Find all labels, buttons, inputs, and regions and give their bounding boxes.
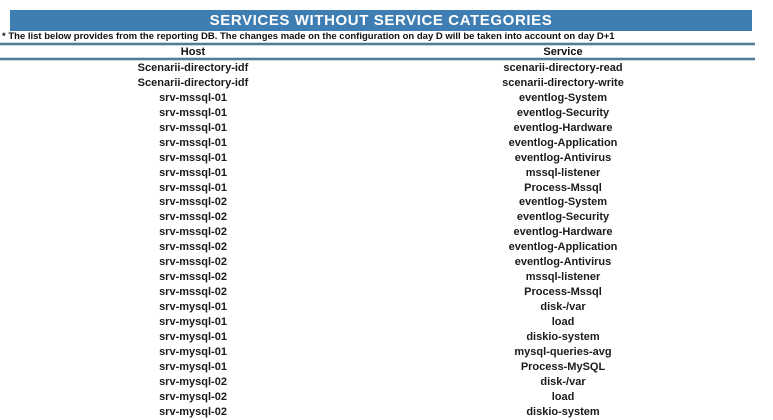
host-cell: srv-mssql-01 [159, 151, 227, 164]
host-cell: srv-mysql-01 [159, 315, 227, 328]
host-cell: srv-mysql-02 [159, 390, 227, 403]
service-cell: eventlog-Security [516, 211, 610, 224]
table-row [0, 390, 755, 405]
service-cell: eventlog-Application [508, 136, 618, 149]
report-title-banner [10, 10, 752, 31]
service-cell: disk-/var [540, 301, 586, 313]
host-cell: srv-mssql-01 [159, 106, 227, 119]
table-row [0, 181, 755, 196]
service-cell: eventlog-Application [508, 241, 618, 254]
host-cell: srv-mssql-01 [159, 136, 227, 149]
table-row [0, 300, 755, 315]
host-cell: srv-mysql-01 [159, 345, 227, 358]
table-row [0, 151, 755, 166]
host-cell: Scenarii-directory-idf [137, 62, 249, 74]
table-row [0, 315, 755, 330]
service-cell: eventlog-System [518, 91, 608, 104]
host-cell: srv-mysql-01 [159, 360, 227, 373]
host-cell: srv-mysql-01 [159, 301, 227, 313]
host-cell: srv-mysql-02 [159, 405, 227, 418]
service-cell: load [551, 390, 575, 403]
column-header-host: Host [180, 45, 206, 58]
service-cell: eventlog-Antivirus [514, 151, 612, 164]
table-row [0, 61, 755, 76]
host-cell: srv-mssql-01 [159, 121, 227, 134]
service-cell: Process-Mssql [524, 286, 602, 299]
table-row [0, 240, 755, 255]
service-cell: scenarii-directory-read [503, 62, 623, 74]
table-row [0, 270, 755, 285]
table-row [0, 121, 755, 136]
service-cell: disk-/var [540, 375, 586, 388]
host-cell: srv-mysql-01 [159, 330, 227, 343]
table-row [0, 136, 755, 151]
service-cell: mssql-listener [525, 271, 601, 284]
service-cell: eventlog-System [518, 196, 608, 209]
host-cell: srv-mssql-02 [159, 196, 227, 209]
service-cell: Process-Mssql [524, 181, 602, 194]
service-cell: load [551, 315, 575, 328]
host-cell: srv-mssql-02 [159, 211, 227, 224]
table-body [0, 61, 755, 420]
service-cell: scenarii-directory-write [502, 76, 624, 89]
service-cell: mysql-queries-avg [514, 345, 612, 358]
table-row [0, 195, 755, 210]
table-row [0, 330, 755, 345]
table-row [0, 405, 755, 420]
host-cell: Scenarii-directory-idf [137, 76, 249, 89]
service-cell: diskio-system [526, 330, 600, 343]
table-row [0, 285, 755, 300]
host-cell: srv-mssql-02 [159, 271, 227, 284]
table-row [0, 106, 755, 121]
column-header-service: Service [543, 45, 583, 58]
table-row [0, 345, 755, 360]
host-cell: srv-mssql-02 [159, 256, 227, 269]
host-cell: srv-mysql-02 [159, 375, 227, 388]
page-title: SERVICES WITHOUT SERVICE CATEGORIES [209, 12, 553, 29]
table-row [0, 360, 755, 375]
service-cell: eventlog-Antivirus [514, 256, 612, 269]
service-cell: eventlog-Hardware [513, 121, 613, 134]
report-footnote: * The list below provides from the reporting DB. The changes made on the configuration on day D will be taken into account on day D+1 [2, 31, 615, 42]
table-row [0, 210, 755, 225]
host-cell: srv-mssql-02 [159, 241, 227, 254]
table-row [0, 166, 755, 181]
host-cell: srv-mssql-01 [159, 91, 227, 104]
service-cell: eventlog-Hardware [513, 226, 613, 239]
service-cell: diskio-system [526, 405, 600, 418]
report-page [0, 10, 773, 418]
host-cell: srv-mssql-01 [159, 181, 227, 194]
table-row [0, 225, 755, 240]
table-row [0, 91, 755, 106]
table-row [0, 76, 755, 91]
service-cell: Process-MySQL [520, 360, 606, 373]
table-row [0, 375, 755, 390]
host-cell: srv-mssql-02 [159, 286, 227, 299]
service-cell: mssql-listener [525, 166, 601, 179]
table-row [0, 255, 755, 270]
service-cell: eventlog-Security [516, 106, 610, 119]
host-cell: srv-mssql-02 [159, 226, 227, 239]
host-cell: srv-mssql-01 [159, 166, 227, 179]
table-header-row [0, 46, 755, 57]
